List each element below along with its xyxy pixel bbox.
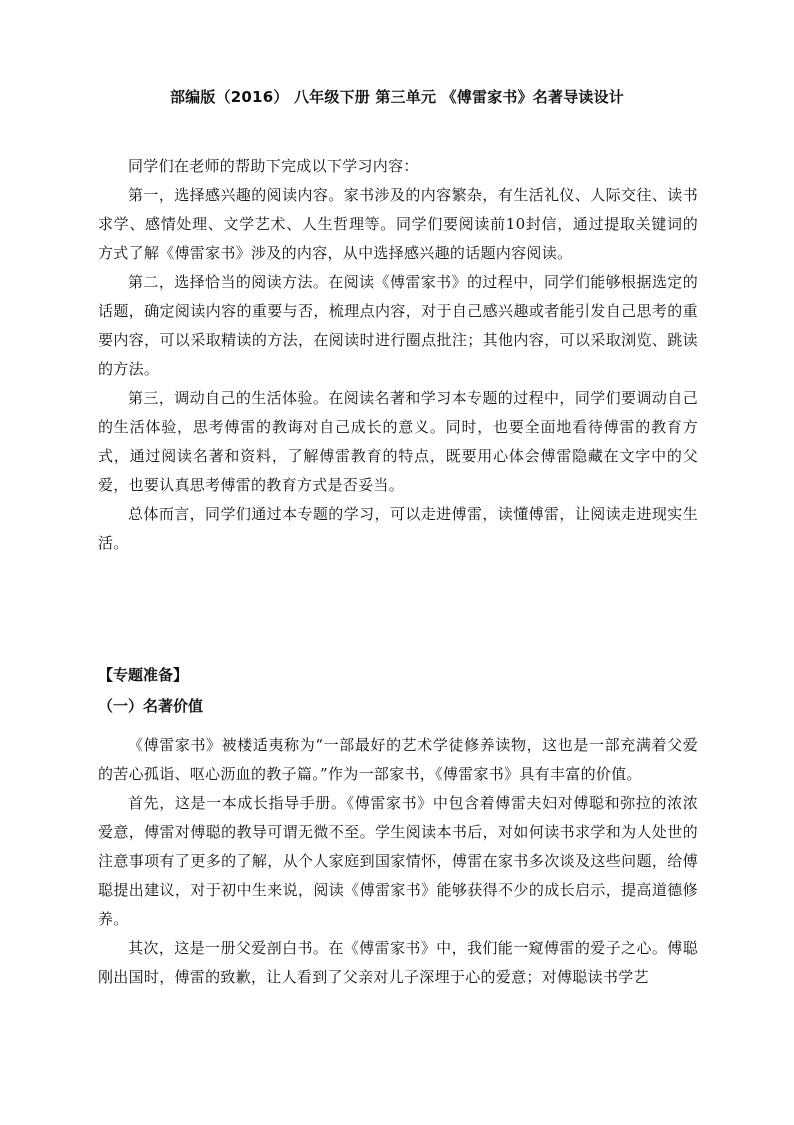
document-title: 部编版（2016） 八年级下册 第三单元 《傅雷家书》名著导读设计 <box>169 88 625 106</box>
intro-paragraph: 同学们在老师的帮助下完成以下学习内容： <box>128 157 419 175</box>
intro-paragraph: 总体而言，同学们通过本专题的学习，可以走进傅雷，读懂傅雷，让阅读走进现实生活。 <box>98 505 698 552</box>
value-section <box>98 731 698 992</box>
subsection-heading: （一）名著价值 <box>98 697 204 715</box>
intro-paragraph: 第一，选择感兴趣的阅读内容。家书涉及的内容繁杂，有生活礼仪、人际交往、读书求学、感情处理、文学艺术、人生哲理等。同学们要阅读前10封信，通过提取关键词的方式了解《傅雷家书》涉及的内容，从中选择感兴趣的话题内容阅读。 <box>98 186 698 262</box>
section-heading: 【专题准备】 <box>98 666 189 684</box>
intro-paragraph: 第三，调动自己的生活体验。在阅读名著和学习本专题的过程中，同学们要调动自己的生活体验，思考傅雷的教诲对自己成长的意义。同时，也要全面地看待傅雷的教育方式，通过阅读名著和资料，了解傅雷教育的特点，既要用心体会傅雷隐藏在文字中的父爱，也要认真思考傅雷的教育方式是否妥当。 <box>98 389 698 494</box>
intro-paragraph: 第二，选择恰当的阅读方法。在阅读《傅雷家书》的过程中，同学们能够根据选定的话题，确定阅读内容的重要与否，梳理点内容，对于自己感兴趣或者能引发自己思考的重要内容，可以采取精读的方法，在阅读时进行圈点批注；其他内容，可以采取浏览、跳读的方法。 <box>98 273 698 378</box>
value-paragraph: 《傅雷家书》被楼适夷称为“一部最好的艺术学徒修养读物，这也是一部充满着父爱的苦心孤诣、呕心沥血的教子篇。”作为一部家书，《傅雷家书》具有丰富的价值。 <box>98 736 698 783</box>
value-paragraph: 其次，这是一册父爱剖白书。在《傅雷家书》中，我们能一窥傅雷的爱子之心。傅聪刚出国时，傅雷的致歉，让人看到了父亲对儿子深埋于心的爱意；对傅聪读书学艺 <box>98 939 698 986</box>
intro-section <box>98 152 698 558</box>
value-paragraph: 首先，这是一本成长指导手册。《傅雷家书》中包含着傅雷夫妇对傅聪和弥拉的浓浓爱意，傅雷对傅聪的教导可谓无微不至。学生阅读本书后，对如何读书求学和为人处世的注意事项有了更多的了解，从个人家庭到国家情怀，傅雷在家书多次谈及这些问题，给傅聪提出建议，对于初中生来说，阅读《傅雷家书》能够获得不少的成长启示，提高道德修养。 <box>98 794 698 928</box>
